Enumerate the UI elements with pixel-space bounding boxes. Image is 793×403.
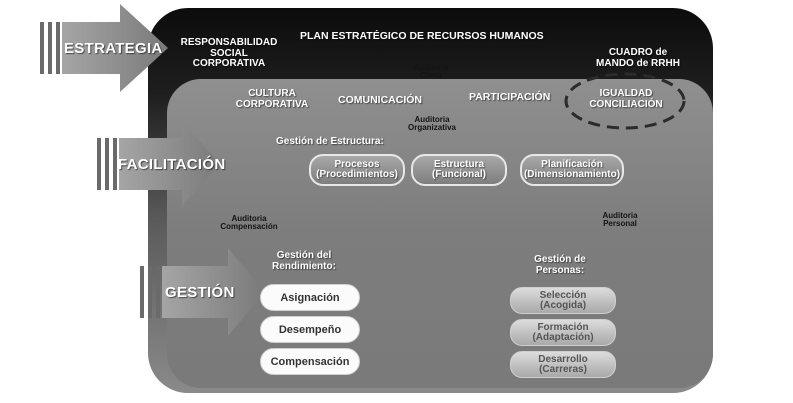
pill-desarrollo-line-1: Desarrollo [538, 353, 588, 365]
gestion-personas-title [525, 255, 595, 276]
rsc-line-1: RESPONSABILIDAD [180, 37, 278, 48]
cultura-line-1: CULTURA [248, 88, 296, 99]
gestion-rendimiento-title [264, 251, 344, 272]
pill-estructura-line-1: Estructura [433, 158, 484, 170]
comunicacion: COMUNICACIÓN [338, 94, 422, 106]
cultura-corporativa [224, 89, 320, 110]
auditoria-compensacion [214, 215, 284, 232]
audit-comp-line-1: Auditoria [231, 214, 267, 223]
audit-clima-line-2: Clima [420, 71, 442, 81]
cuadro-mando-rrhh [588, 48, 688, 69]
auditoria-clima [401, 64, 461, 81]
responsabilidad-social-corporativa [170, 38, 288, 70]
pill-planificacion-line-2: (Dimensionamiento) [523, 169, 621, 180]
audit-personal-line-1: Auditoria [602, 211, 638, 220]
audit-org-line-1: Auditoria [414, 115, 450, 124]
pill-procesos-line-1: Procesos [334, 158, 380, 170]
gestion-estructura-label: Gestión de Estructura: [276, 136, 384, 147]
pill-formacion-line-2: (Adaptación) [532, 331, 594, 343]
pill-procesos-line-2: (Procedimientos) [316, 169, 398, 180]
pill-desarrollo [510, 351, 616, 378]
pill-procesos [309, 154, 405, 186]
audit-clima-line-1: Auditoria [413, 63, 449, 72]
rendimiento-title-line-2: Rendimiento: [272, 260, 336, 272]
pill-asignacion: Asignación [260, 284, 360, 311]
pill-seleccion-line-1: Selección [539, 289, 587, 301]
igualdad-line-1: IGUALDAD [599, 88, 653, 99]
pill-estructura-line-2: (Funcional) [432, 169, 486, 180]
plan-title: PLAN ESTRATÉGICO DE RECURSOS HUMANOS [300, 30, 544, 42]
auditoria-personal [590, 212, 650, 229]
pill-planificacion-line-1: Planificación [541, 158, 603, 170]
pill-seleccion [510, 287, 616, 314]
pill-seleccion-line-2: (Acogida) [539, 299, 587, 311]
pill-desempeno: Desempeño [260, 316, 360, 343]
label-gestion: GESTIÓN [165, 284, 235, 301]
pill-formacion [510, 319, 616, 346]
cuadro-line-2: MANDO de RRHH [596, 57, 680, 69]
personas-title-line-2: Personas: [535, 264, 585, 276]
pill-formacion-line-1: Formación [537, 321, 589, 333]
rsc-line-3: CORPORATIVA [192, 58, 266, 69]
rendimiento-title-line-1: Gestión del [276, 250, 332, 261]
label-estrategia: ESTRATEGIA [64, 40, 163, 57]
cultura-line-2: CORPORATIVA [235, 98, 309, 110]
cuadro-line-1: CUADRO de [608, 47, 668, 58]
igualdad-conciliacion [583, 89, 669, 110]
label-facilitacion: FACILITACIÓN [118, 156, 226, 173]
rsc-line-2: SOCIAL [210, 47, 248, 59]
audit-org-line-2: Organizativa [407, 123, 456, 133]
igualdad-line-2: CONCILIACIÓN [589, 98, 663, 110]
pill-compensacion: Compensación [260, 348, 360, 375]
participacion: PARTICIPACIÓN [469, 91, 551, 103]
personas-title-line-1: Gestión de [534, 254, 586, 265]
pill-planificacion [520, 154, 624, 186]
pill-estructura [411, 154, 507, 186]
pill-desarrollo-line-2: (Carreras) [539, 363, 587, 375]
auditoria-organizativa [400, 116, 464, 133]
audit-comp-line-2: Compensación [220, 222, 278, 232]
audit-personal-line-2: Personal [603, 219, 637, 229]
